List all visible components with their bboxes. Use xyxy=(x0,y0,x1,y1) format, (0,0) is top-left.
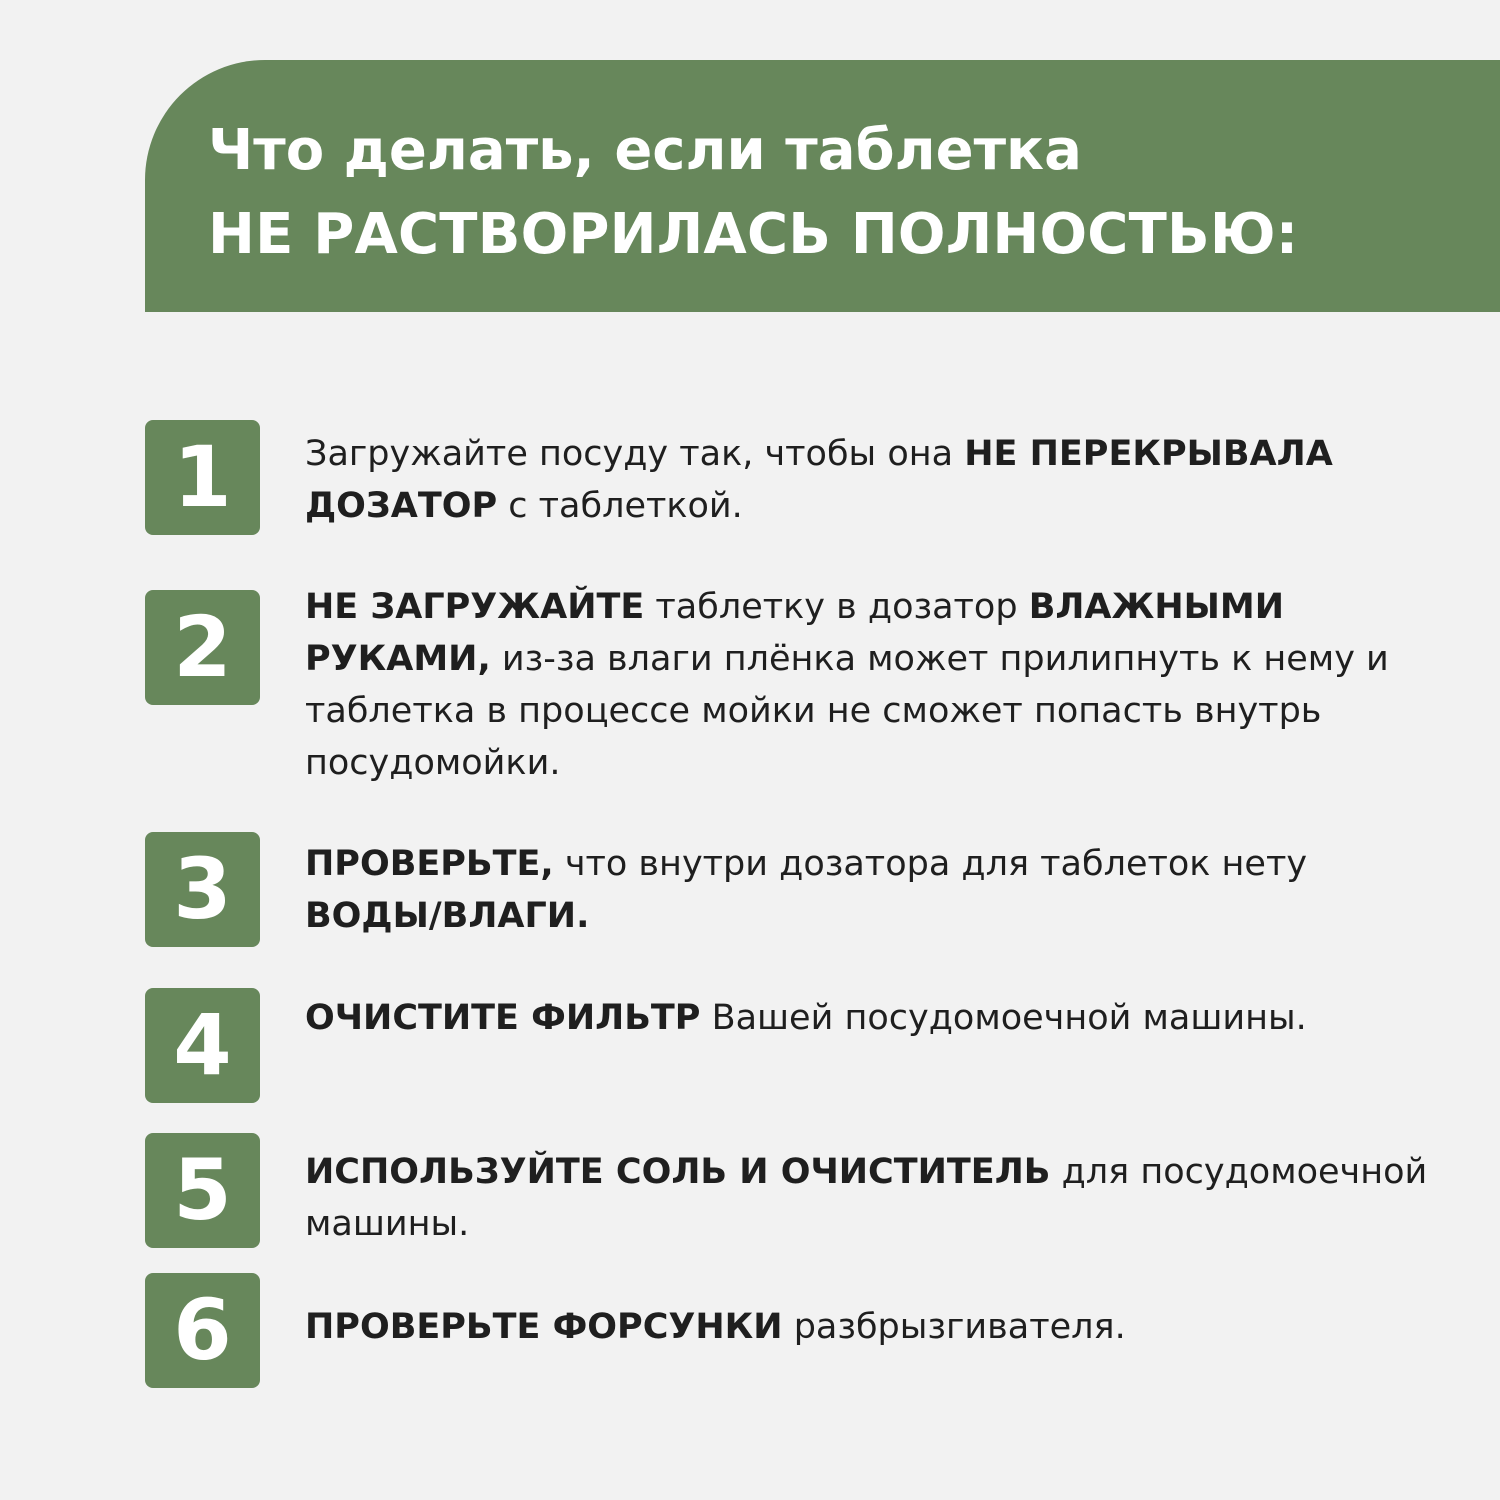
step-text-segment: таблетку в дозатор xyxy=(644,587,1029,627)
step-number-badge: 1 xyxy=(145,420,260,535)
step-text-segment: Вашей посудомоечной машины. xyxy=(700,998,1307,1038)
header-banner xyxy=(145,60,1500,312)
step-text xyxy=(305,428,1435,532)
step-text xyxy=(305,1146,1435,1250)
step-text-segment: для посудомоечной машины. xyxy=(305,1152,1428,1244)
step-text-segment: разбрызгивателя. xyxy=(782,1307,1126,1347)
step-text-bold-segment: НЕ ПЕРЕКРЫВАЛА ДОЗАТОР xyxy=(305,434,1333,526)
step-text-bold-segment: ОЧИСТИТЕ ФИЛЬТР xyxy=(305,998,701,1038)
step-text-bold-segment: ПРОВЕРЬТЕ, xyxy=(305,844,554,884)
step-text-segment: из-за влаги плёнка может прилипнуть к нему и таблетка в процессе мойки не сможет попасть внутрь посудомойки. xyxy=(305,639,1389,783)
step-text xyxy=(305,992,1435,1044)
title-line-2: НЕ РАСТВОРИЛАСЬ ПОЛНОСТЬЮ: xyxy=(208,202,1299,267)
step-text xyxy=(305,581,1435,789)
step-number-badge: 6 xyxy=(145,1273,260,1388)
step-text-segment: с таблеткой. xyxy=(497,486,743,526)
step-text-bold-segment: ВОДЫ/ВЛАГИ. xyxy=(305,896,590,936)
step-number-badge: 3 xyxy=(145,832,260,947)
step-text xyxy=(305,1301,1435,1353)
step-text-bold-segment: ИСПОЛЬЗУЙТЕ СОЛЬ И ОЧИСТИТЕЛЬ xyxy=(305,1152,1051,1192)
step-number-badge: 2 xyxy=(145,590,260,705)
step-text-bold-segment: НЕ ЗАГРУЖАЙТЕ xyxy=(305,587,645,627)
step-text-segment: что внутри дозатора для таблеток нету xyxy=(553,844,1308,884)
step-text-bold-segment: ПРОВЕРЬТЕ ФОРСУНКИ xyxy=(305,1307,783,1347)
step-text-bold-segment: ВЛАЖНЫМИ РУКАМИ, xyxy=(305,587,1285,679)
step-text xyxy=(305,838,1435,942)
title-line-1: Что делать, если таблетка xyxy=(208,118,1082,183)
step-number-badge: 4 xyxy=(145,988,260,1103)
step-text-segment: Загружайте посуду так, чтобы она xyxy=(305,434,965,474)
step-number-badge: 5 xyxy=(145,1133,260,1248)
